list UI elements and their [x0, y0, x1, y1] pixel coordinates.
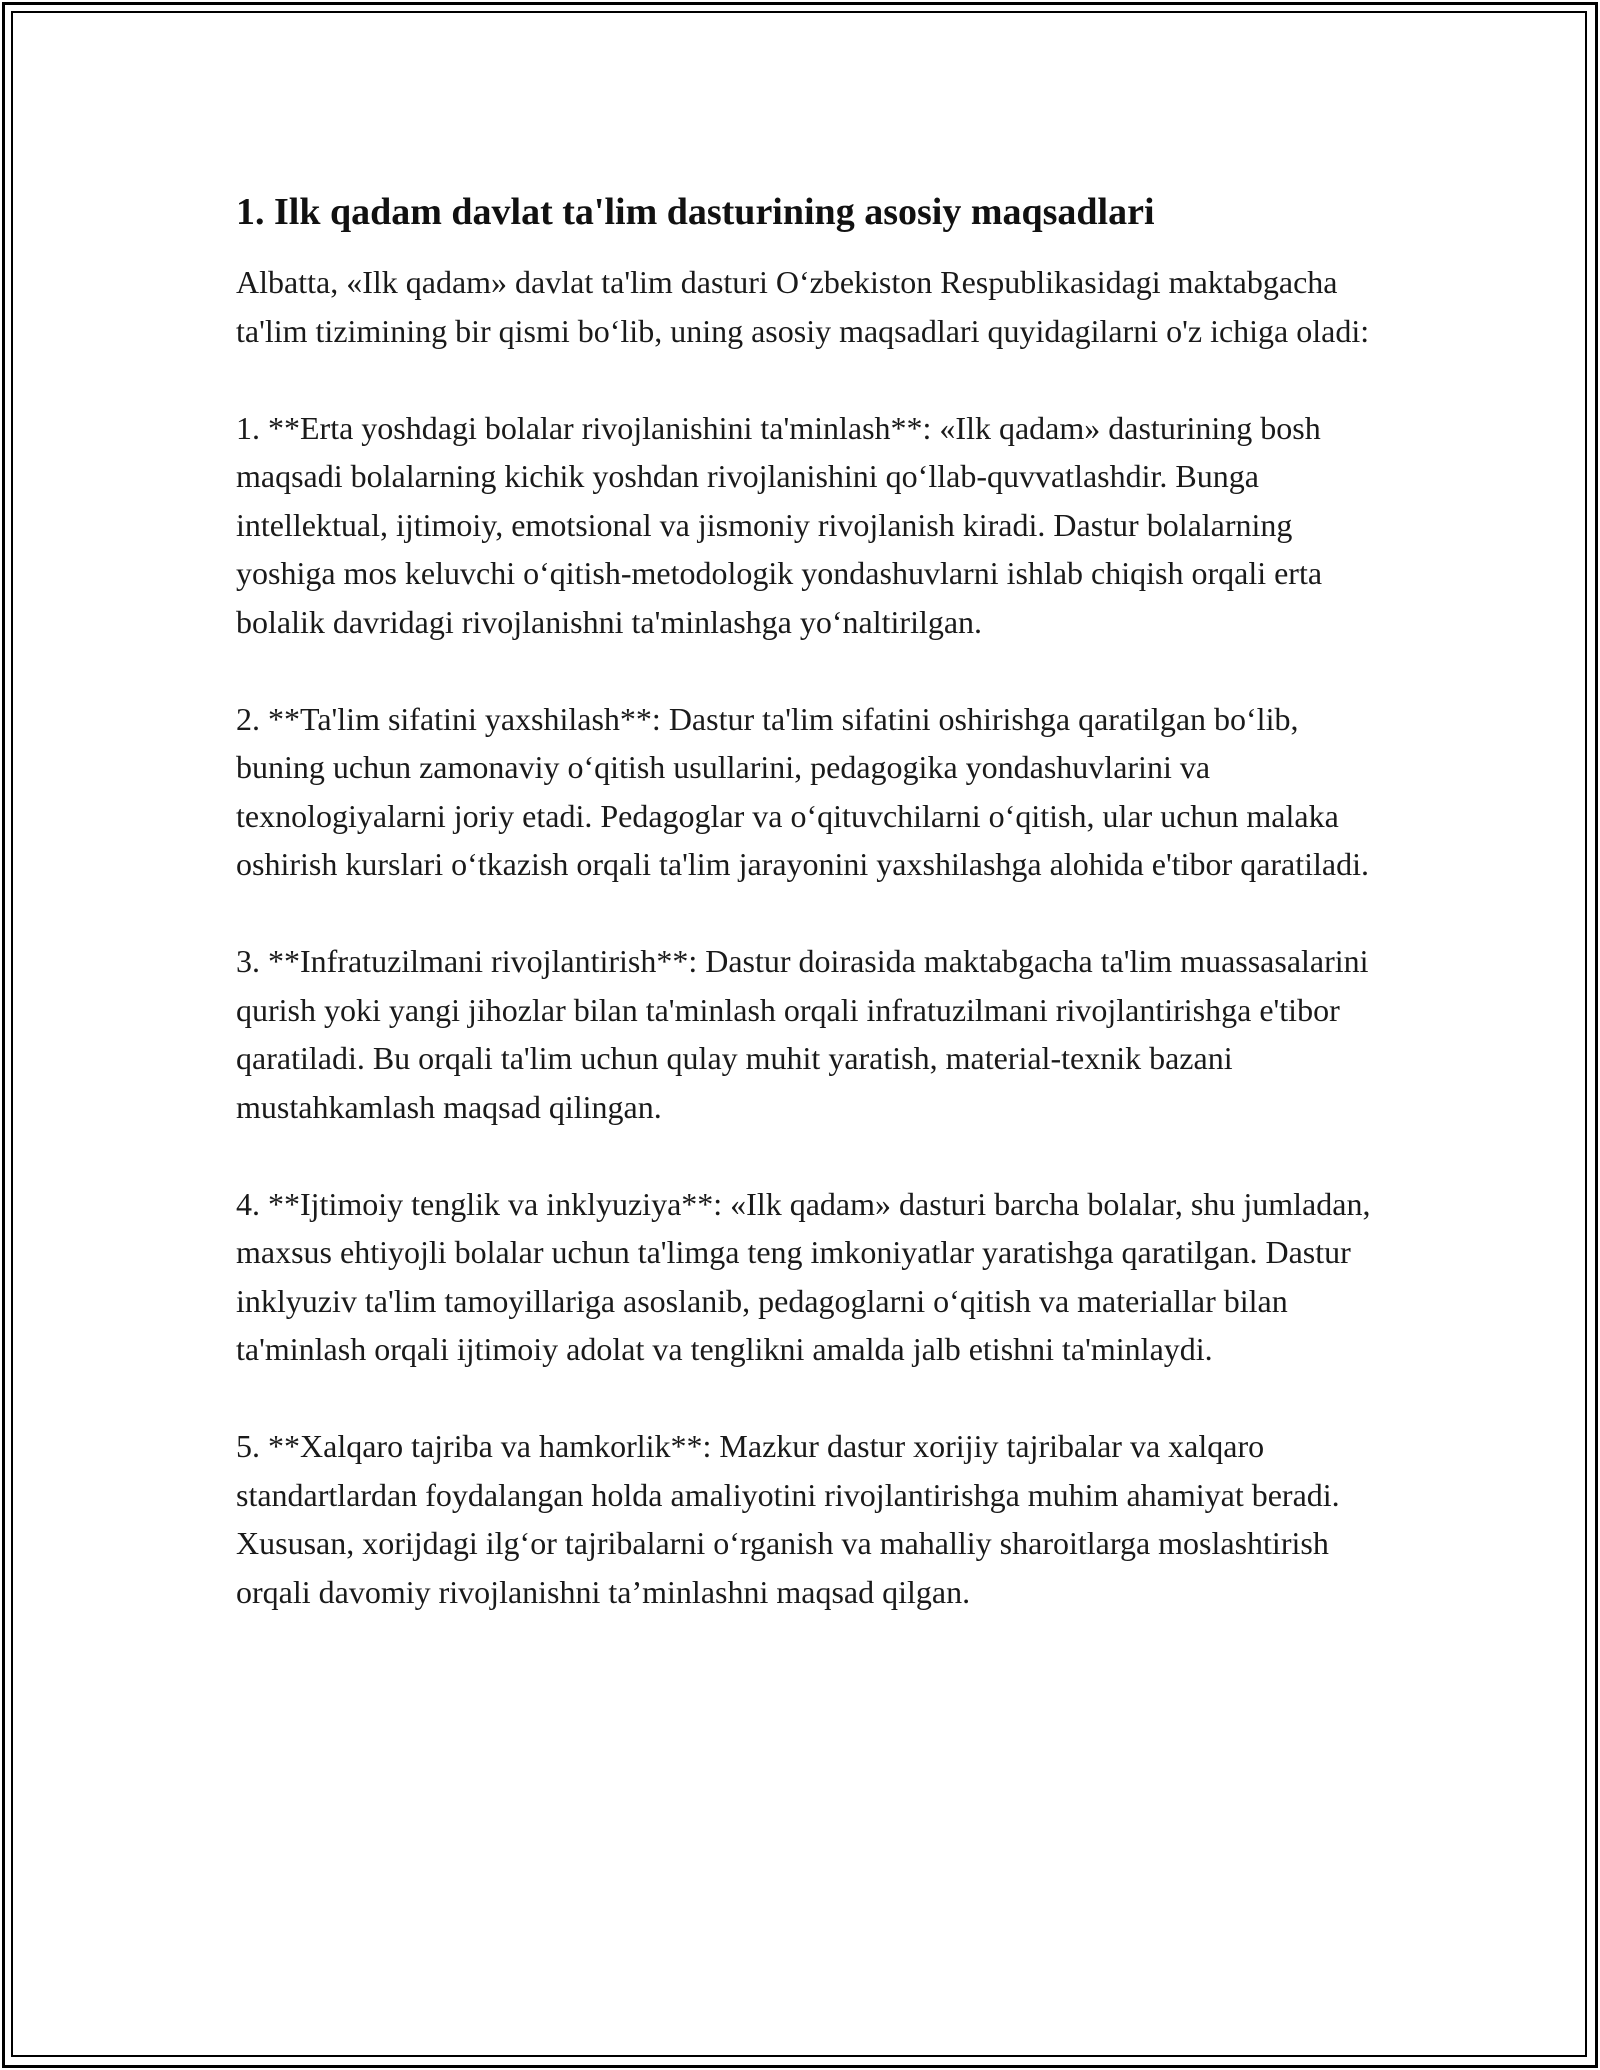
goal-paragraph-3: 3. **Infratuzilmani rivojlantirish**: Dastur doirasida maktabgacha ta'lim muassasalarini qurish yoki yangi jihozlar bilan ta'minlash orqali infratuzilmani rivojlantirishga e'tibor qaratiladi. Bu orqali ta'lim uchun qulay muhit yaratish, material-texnik bazani mustahkamlash maqsad qilingan.: [236, 943, 1369, 1125]
goal-paragraph-2: 2. **Ta'lim sifatini yaxshilash**: Dastur ta'lim sifatini oshirishga qaratilgan bo‘lib, buning uchun zamonaviy o‘qitish usullarini, pedagogika yondashuvlarini va texnologiyalarni joriy etadi. Pedagoglar va o‘qituvchilarni o‘qitish, ular uchun malaka oshirish kurslari o‘tkazish orqali ta'lim jarayonini yaxshilashga alohida e'tibor qaratiladi.: [236, 700, 1370, 882]
document-heading: 1. Ilk qadam davlat ta'lim dasturining asosiy maqsadlari: [236, 191, 1155, 233]
goal-paragraph-4: 4. **Ijtimoiy tenglik va inklyuziya**: «Ilk qadam» dasturi barcha bolalar, shu jumladan, maxsus ehtiyojli bolalar uchun ta'limga teng imkoniyatlar yaratishga qaratilgan. Dastur inklyuziv ta'lim tamoyillariga asoslanib, pedagoglarni o‘qitish va materiallar bilan ta'minlash orqali ijtimoiy adolat va tenglikni amalda jalb etishni ta'minlaydi.: [236, 1185, 1371, 1367]
goal-paragraph-5: 5. **Xalqaro tajriba va hamkorlik**: Mazkur dastur xorijiy tajribalar va xalqaro standartlardan foydalangan holda amaliyotini rivojlantirishga muhim ahamiyat beradi. Xususan, xorijdagi ilg‘or tajribalarni o‘rganish va mahalliy sharoitlarga moslashtirish orqali davomiy rivojlanishni ta’minlashni maqsad qilgan.: [236, 1428, 1340, 1610]
intro-paragraph: Albatta, «Ilk qadam» davlat ta'lim dasturi O‘zbekiston Respublikasidagi maktabgacha ta'lim tizimining bir qismi bo‘lib, uning asosiy maqsadlari quyidagilarni o'z ichiga oladi:: [236, 264, 1370, 349]
goal-paragraph-1: 1. **Erta yoshdagi bolalar rivojlanishini ta'minlash**: «Ilk qadam» dasturining bosh maqsadi bolalarning kichik yoshdan rivojlanishini qo‘llab-quvvatlashdir. Bunga intellektual, ijtimoiy, emotsional va jismoniy rivojlanish kiradi. Dastur bolalarning yoshiga mos keluvchi o‘qitish-metodologik yondashuvlarni ishlab chiqish orqali erta bolalik davridagi rivojlanishni ta'minlashga yo‘naltirilgan.: [236, 409, 1323, 640]
document-body: [236, 186, 1376, 1616]
